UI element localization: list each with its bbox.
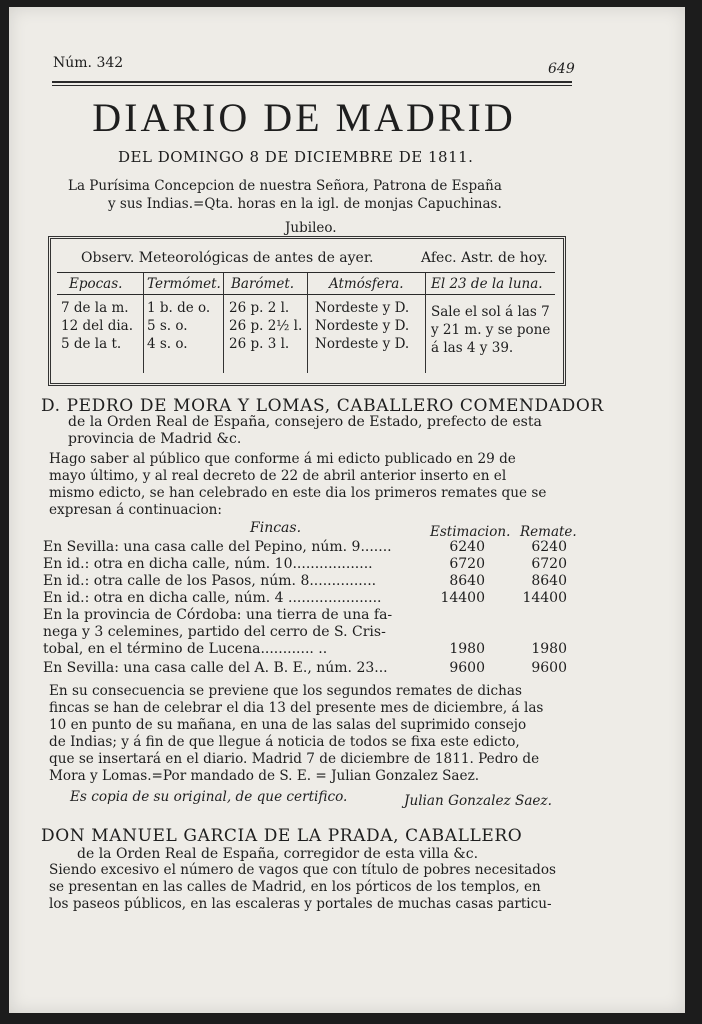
remate-value: 8640 (531, 573, 567, 589)
col-header-luna: El 23 de la luna. (431, 276, 543, 292)
atmosfera-cell: Nordeste y D. (315, 336, 410, 352)
notice1-closing-line: 10 en punto de su mañana, en una de las salas del suprimido consejo (49, 717, 527, 733)
meteo-rule-header (57, 294, 555, 295)
meteo-title-left: Observ. Meteorológicas de antes de ayer. (81, 250, 374, 266)
date-line: DEL DOMINGO 8 DE DICIEMBRE DE 1811. (118, 148, 474, 166)
table-row (43, 624, 567, 641)
notice2-subheading: de la Orden Real de España, corregidor de esta villa &c. (77, 846, 479, 862)
remate-value: 6240 (531, 539, 567, 555)
table-row (43, 539, 567, 556)
col-header-epocas: Epocas. (69, 276, 123, 292)
estimacion-header: Estimacion. (430, 524, 511, 540)
finca-text: En la provincia de Córdoba: una tierra de una fa- (43, 607, 393, 623)
meteo-col-divider (425, 273, 426, 373)
notice1-closing-line: fincas se han de celebrar el dia 13 del presente mes de diciembre, á las (49, 700, 544, 716)
notice1-body-line: expresan á continuacion: (49, 502, 222, 518)
notice1-body-line: Hago saber al público que conforme á mi edicto publicado en 29 de (49, 451, 516, 467)
atmosfera-cell: Nordeste y D. (315, 318, 410, 334)
finca-text: En id.: otra en dicha calle, núm. 10.................. (43, 556, 373, 572)
notice2-body-line: Siendo excesivo el número de vagos que con título de pobres necesitados (49, 862, 557, 878)
estimacion-value: 6720 (449, 556, 485, 572)
notice1-closing-line: que se insertará en el diario. Madrid 7 de diciembre de 1811. Pedro de (49, 751, 540, 767)
meteo-col-divider (307, 273, 308, 373)
table-row (43, 607, 567, 624)
barometro-cell: 26 p. 3 l. (229, 336, 290, 352)
remate-value: 9600 (531, 660, 567, 676)
notice1-closing-line: de Indias; y á fin de que llegue á noticia de todos se fixa este edicto, (49, 734, 520, 750)
estimacion-value: 9600 (449, 660, 485, 676)
table-row (43, 556, 567, 573)
finca-text: En Sevilla: una casa calle del A. B. E., núm. 23... (43, 660, 388, 676)
page-number: 649 (548, 61, 575, 77)
feast-line-2: y sus Indias.=Qta. horas en la igl. de monjas Capuchinas. (108, 196, 502, 212)
jubileo: Jubileo. (285, 220, 337, 236)
issue-number: Núm. 342 (53, 55, 124, 71)
remate-value: 6720 (531, 556, 567, 572)
col-header-atmosfera: Atmósfera. (329, 276, 404, 292)
estimacion-value: 1980 (449, 641, 485, 657)
epoca-cell: 12 del dia. (61, 318, 134, 334)
finca-text: tobal, en el término de Lucena............ .. (43, 641, 328, 657)
col-header-termometro: Termómet. (147, 276, 221, 292)
termometro-cell: 1 b. de o. (147, 300, 211, 316)
meteo-rule-top (57, 272, 555, 273)
col-header-barometro: Barómet. (231, 276, 295, 292)
epoca-cell: 7 de la m. (61, 300, 129, 316)
masthead-title: DIARIO DE MADRID (92, 95, 516, 140)
notice1-body-line: mayo último, y al real decreto de 22 de abril anterior inserto en el (49, 468, 507, 484)
termometro-cell: 4 s. o. (147, 336, 188, 352)
epoca-cell: 5 de la t. (61, 336, 122, 352)
table-row (43, 660, 567, 677)
table-row (43, 641, 567, 658)
meteo-col-divider (143, 273, 144, 373)
table-row (43, 590, 567, 607)
astro-line: y 21 m. y se pone (431, 322, 551, 338)
header-rule-thin (52, 85, 572, 86)
remate-value: 1980 (531, 641, 567, 657)
notice2-body-line: los paseos públicos, en las escaleras y portales de muchas casas particu- (49, 896, 552, 912)
finca-text: En Sevilla: una casa calle del Pepino, núm. 9....... (43, 539, 392, 555)
estimacion-value: 8640 (449, 573, 485, 589)
finca-text: En id.: otra en dicha calle, núm. 4 ..................... (43, 590, 382, 606)
estimacion-value: 6240 (449, 539, 485, 555)
finca-text: En id.: otra calle de los Pasos, núm. 8............... (43, 573, 377, 589)
table-row (43, 573, 567, 590)
notice1-subheading-1: de la Orden Real de España, consejero de Estado, prefecto de esta (68, 414, 542, 430)
meteo-title-right: Afec. Astr. de hoy. (421, 250, 548, 266)
notice2-body-line: se presentan en las calles de Madrid, en los pórticos de los templos, en (49, 879, 541, 895)
estimacion-value: 14400 (440, 590, 485, 606)
notice1-body-line: mismo edicto, se han celebrado en este dia los primeros remates que se (49, 485, 547, 501)
notice1-heading: D. PEDRO DE MORA Y LOMAS, CABALLERO COMENDADOR (41, 396, 604, 416)
notice1-closing-line: Mora y Lomas.=Por mandado de S. E. = Julian Gonzalez Saez. (49, 768, 480, 784)
astro-line: á las 4 y 39. (431, 340, 514, 356)
finca-text: nega y 3 celemines, partido del cerro de S. Cris- (43, 624, 386, 640)
astro-line: Sale el sol á las 7 (431, 304, 550, 320)
feast-line-1: La Purísima Concepcion de nuestra Señora, Patrona de España (68, 178, 502, 194)
meteo-table (48, 236, 566, 386)
notice1-subheading-2: provincia de Madrid &c. (68, 431, 242, 447)
remate-header: Remate. (520, 524, 577, 540)
meteo-col-divider (223, 273, 224, 373)
signature: Julian Gonzalez Saez. (404, 793, 552, 809)
termometro-cell: 5 s. o. (147, 318, 188, 334)
atmosfera-cell: Nordeste y D. (315, 300, 410, 316)
fincas-header: Fincas. (250, 520, 302, 536)
notice2-heading: DON MANUEL GARCIA DE LA PRADA, CABALLERO (41, 826, 523, 846)
certify-line: Es copia de su original, de que certifico. (70, 789, 348, 805)
notice1-closing-line: En su consecuencia se previene que los segundos remates de dichas (49, 683, 522, 699)
barometro-cell: 26 p. 2½ l. (229, 318, 303, 334)
remate-value: 14400 (522, 590, 567, 606)
barometro-cell: 26 p. 2 l. (229, 300, 290, 316)
header-rule (52, 81, 572, 83)
